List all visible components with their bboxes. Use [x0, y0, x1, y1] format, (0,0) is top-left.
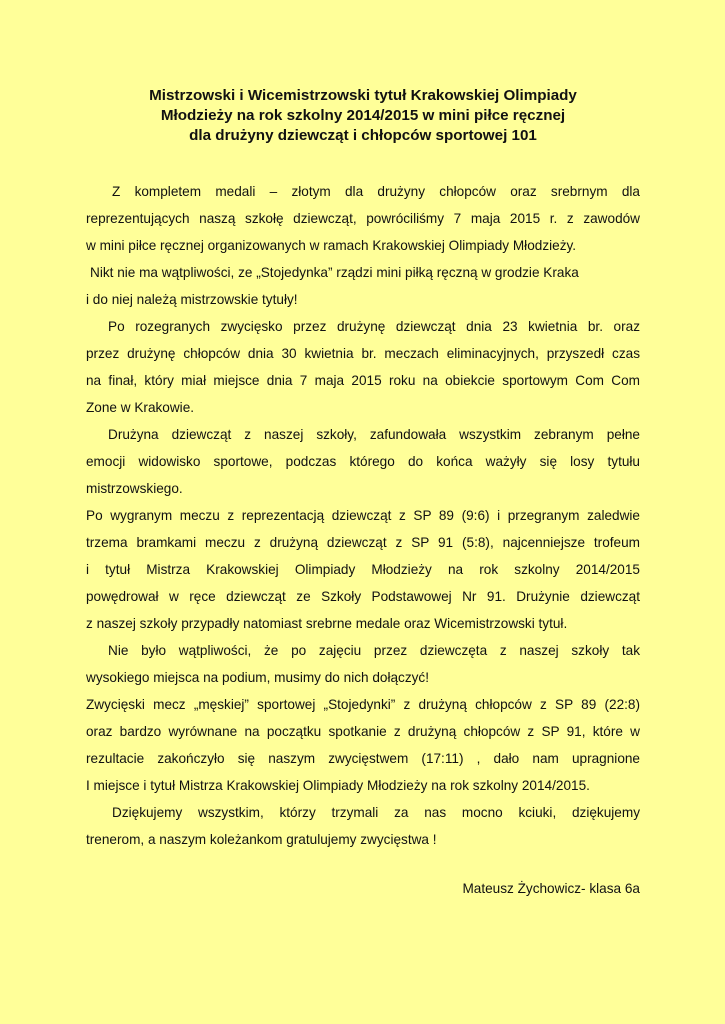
- text-line: w mini piłce ręcznej organizowanych w ramach Krakowskiej Olimpiady Młodzieży.: [86, 238, 577, 253]
- text-line: Po rozegranych zwycięsko przez drużynę dziewcząt dnia 23 kwietnia br. oraz: [108, 319, 640, 334]
- text-line: Nie było wątpliwości, że po zajęciu przez dziewczęta z naszej szkoły tak: [108, 643, 640, 658]
- text-line: i do niej należą mistrzowskie tytuły!: [86, 292, 298, 307]
- document-page: [86, 86, 640, 902]
- text-line: na finał, który miał miejsce dnia 7 maja 2015 roku na obiekcie sportowym Com Com: [86, 373, 640, 388]
- text-line: Zwycięski mecz „męskiej” sportowej „Stojedynki” z drużyną chłopców z SP 89 (22:8): [86, 697, 640, 712]
- text-line: I miejsce i tytuł Mistrza Krakowskiej Olimpiady Młodzieży na rok szkolny 2014/2015.: [86, 778, 590, 793]
- text-line: powędrował w ręce dziewcząt ze Szkoły Podstawowej Nr 91. Drużynie dziewcząt: [86, 589, 640, 604]
- text-line: rezultacie zakończyło się naszym zwycięstwem (17:11) , dało nam upragnione: [86, 751, 640, 766]
- text-line: reprezentujących naszą szkołę dziewcząt, powróciliśmy 7 maja 2015 r. z zawodów: [86, 211, 640, 226]
- text-line: i tytuł Mistrza Krakowskiej Olimpiady Młodzieży na rok szkolny 2014/2015: [86, 562, 640, 577]
- text-line: Drużyna dziewcząt z naszej szkoły, zafundowała wszystkim zebranym pełne: [108, 427, 640, 442]
- title-line: dla drużyny dziewcząt i chłopców sportowej 101: [189, 127, 537, 144]
- article-body: [86, 178, 640, 853]
- text-line: wysokiego miejsca na podium, musimy do nich dołączyć!: [86, 670, 430, 685]
- text-line: Nikt nie ma wątpliwości, ze „Stojedynka” rządzi mini piłką ręczną w grodzie Kraka: [90, 265, 579, 280]
- author-signature: Mateusz Żychowicz- klasa 6a: [462, 881, 640, 896]
- text-line: Z kompletem medali – złotym dla drużyny chłopców oraz srebrnym dla: [112, 184, 640, 199]
- text-line: Zone w Krakowie.: [86, 400, 195, 415]
- text-line: mistrzowskiego.: [86, 481, 183, 496]
- text-line: przez drużynę chłopców dnia 30 kwietnia br. meczach eliminacyjnych, przyszedł czas: [86, 346, 640, 361]
- text-line: z naszej szkoły przypadły natomiast srebrne medale oraz Wicemistrzowski tytuł.: [86, 616, 568, 631]
- text-line: Dziękujemy wszystkim, którzy trzymali za nas mocno kciuki, dziękujemy: [112, 805, 640, 820]
- text-line: trenerom, a naszym koleżankom gratulujemy zwycięstwa !: [86, 832, 437, 847]
- document-title: [86, 86, 640, 146]
- text-line: Po wygranym meczu z reprezentacją dziewcząt z SP 89 (9:6) i przegranym zaledwie: [86, 508, 640, 523]
- text-line: emocji widowisko sportowe, podczas którego do końca ważyły się losy tytułu: [86, 454, 640, 469]
- title-line: Młodzieży na rok szkolny 2014/2015 w mini piłce ręcznej: [160, 107, 566, 124]
- text-line: oraz bardzo wyrównane na początku spotkanie z drużyną chłopców z SP 91, które w: [86, 724, 640, 739]
- text-line: trzema bramkami meczu z drużyną dziewcząt z SP 91 (5:8), najcenniejsze trofeum: [86, 535, 640, 550]
- title-line: Mistrzowski i Wicemistrzowski tytuł Krakowskiej Olimpiady: [149, 87, 577, 104]
